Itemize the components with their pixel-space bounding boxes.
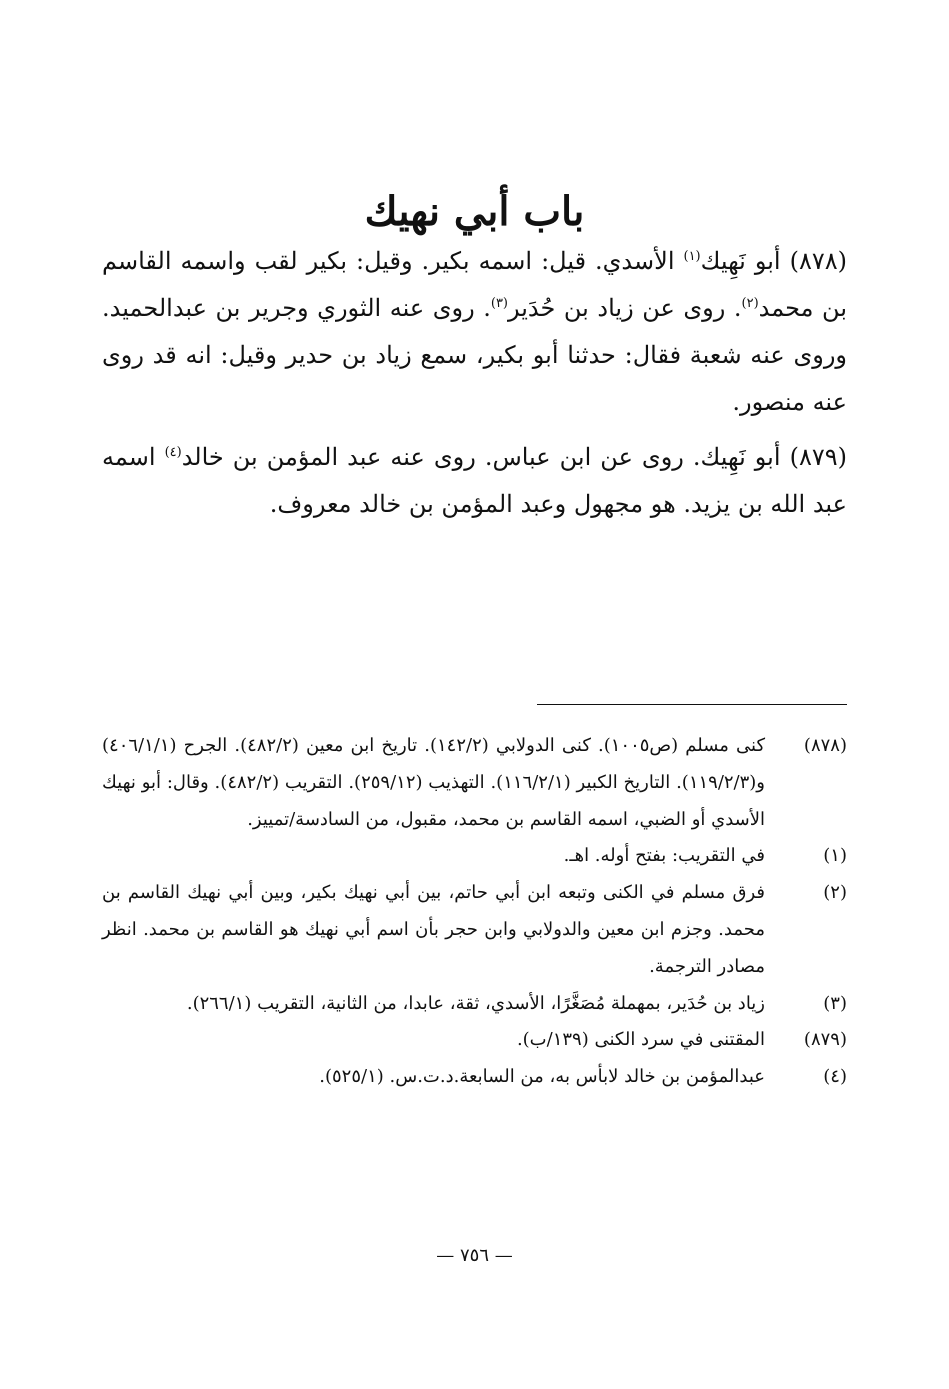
footnote-ref: (٢): [741, 296, 759, 311]
footnote-number: (٢): [823, 882, 847, 904]
footnote-text: فرق مسلم في الكنى وتبعه ابن أبي حاتم، بين أبي نهيك بكير، وبين أبي نهيك القاسم بن محمد. وجزم ابن معين والدولابي وابن حجر بأن اسم أبي نهيك هو القاسم بن محمد. انظر مصادر الترجمة.: [102, 882, 765, 977]
page-number: — ٧٥٦ —: [436, 1245, 513, 1266]
entry-number: (٨٧٩): [789, 443, 847, 471]
footnote-text: كنى مسلم (ص١٠٠٥). كنى الدولابي (١٤٢/٢). تاريخ ابن معين (٤٨٢/٢). الجرح (٤٠٦/١/١) و(١١٩/٢/٣). التاريخ الكبير (١١٦/٢/١). التهذيب (٢٥٩/١٢). التقريب (٤٨٢/٢). وقال: أبو نهيك الأسدي أو الضبي، اسمه القاسم بن محمد، مقبول، من السادسة/تمييز.: [102, 735, 766, 830]
footnote-ref: (٤): [164, 445, 182, 460]
entry-879: [102, 434, 847, 528]
footnote-text: في التقريب: بفتح أوله. اهـ.: [563, 845, 765, 867]
chapter-title: باب أبي نهيك: [364, 187, 585, 235]
footnote-number: (٨٧٩): [803, 1029, 847, 1051]
entry-text: الأسدي. قيل: اسمه بكير. وقيل: بكير لقب واسمه القاسم بن محمد: [102, 247, 847, 322]
entry-number: (٨٧٨): [789, 247, 847, 275]
entry-name: أبو نَهِيك: [700, 247, 781, 275]
footnote-3: [102, 986, 847, 1023]
footnote-number: (٨٧٨): [803, 735, 847, 756]
entry-text: أبو نَهِيك. روى عن ابن عباس. روى عنه عبد المؤمن بن خالد: [181, 443, 781, 471]
entry-text: . روى عن زياد بن حُدَير: [508, 294, 742, 322]
entry-878: [102, 238, 847, 426]
entry-text: . روى عنه الثوري وجرير بن عبدالحميد. وروى عنه شعبة فقال: حدثنا أبو بكير، سمع زياد بن حدير وقيل: انه قد روى عنه منصور.: [102, 294, 847, 416]
entry-text: اسمه عبد الله بن يزيد. هو مجهول وعبد المؤمن بن خالد معروف.: [102, 443, 847, 518]
footnote-number: (١): [823, 845, 847, 867]
footnote-879: [102, 1022, 847, 1059]
footnote-4: [102, 1059, 847, 1096]
footnote-2: [102, 875, 847, 985]
footnote-separator: [537, 704, 847, 705]
footnote-text: عبدالمؤمن بن خالد لابأس به، من السابعة.د.ت.س. (٥٢٥/١).: [319, 1066, 765, 1088]
footnote-number: (٤): [823, 1066, 847, 1088]
footnote-ref: (١): [683, 249, 701, 264]
footnote-text: المقتنى في سرد الكنى (١٣٩/ب).: [516, 1029, 765, 1051]
footnote-878: [102, 728, 847, 838]
main-text: [102, 238, 847, 536]
footnote-ref: (٣): [490, 296, 508, 311]
footnotes: [102, 728, 847, 1096]
footnote-1: [102, 838, 847, 875]
footnote-text: زياد بن حُدَير، بمهملة مُصَغَّرًا، الأسدي، ثقة، عابدا، من الثانية، التقريب (٢٦٦/١).: [186, 992, 765, 1014]
footnote-number: (٣): [823, 992, 847, 1014]
